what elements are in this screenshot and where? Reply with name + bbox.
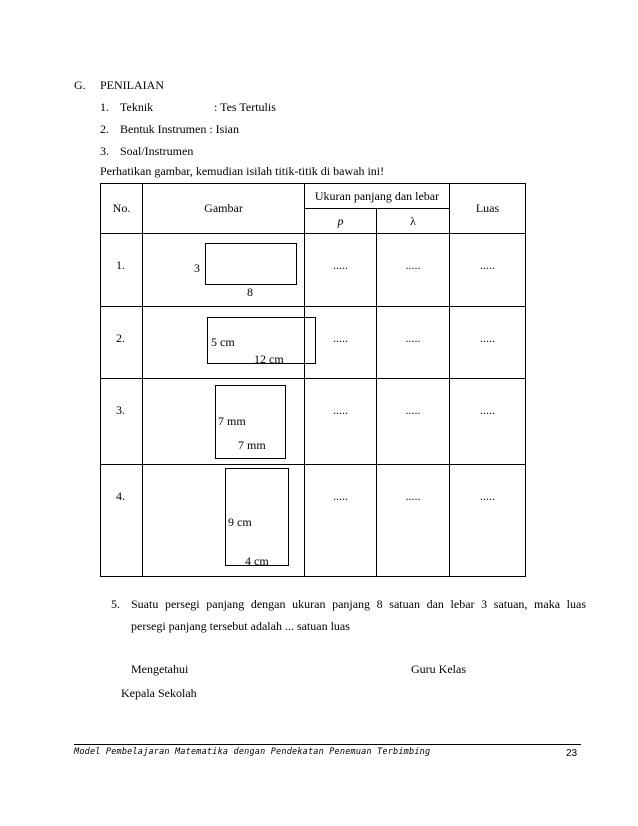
section-letter: G. — [74, 78, 86, 92]
page-number: 23 — [566, 748, 578, 759]
cell-p: ..... — [305, 307, 377, 379]
cell-luas: ..... — [450, 234, 526, 307]
figure-bottom-label: 8 — [247, 285, 253, 299]
cell-luas: ..... — [450, 465, 526, 577]
figure-side-label: 7 mm — [218, 414, 246, 428]
item-2-number: 2. — [100, 122, 109, 136]
item-1-number: 1. — [100, 100, 109, 114]
table-row — [101, 379, 526, 465]
item-3-label: Soal/Instrumen — [120, 144, 194, 158]
figure-bottom-label: 7 mm — [238, 438, 266, 452]
figure-cell — [143, 234, 305, 307]
row-number: 3. — [101, 379, 143, 465]
item-3-number: 3. — [100, 144, 109, 158]
cell-l: ..... — [377, 307, 450, 379]
signature-acknowledged: Mengetahui — [131, 662, 189, 676]
header-lambda: λ — [377, 209, 450, 234]
figure-side-label: 5 cm — [211, 335, 235, 349]
footer-divider — [74, 744, 581, 745]
figure-side-label: 3 — [194, 261, 200, 275]
row-number: 1. — [101, 234, 143, 307]
figure-side-label: 9 cm — [228, 515, 252, 529]
item-2-label: Bentuk Instrumen : Isian — [120, 122, 239, 136]
figure-cell — [143, 307, 305, 379]
signature-teacher: Guru Kelas — [411, 662, 466, 676]
rectangle-figure — [205, 243, 297, 285]
figure-cell — [143, 465, 305, 577]
row-number: 2. — [101, 307, 143, 379]
header-p: p — [305, 209, 377, 234]
row-number: 4. — [101, 465, 143, 577]
item-1-label: Teknik — [120, 100, 154, 114]
question-5-number: 5. — [111, 597, 120, 611]
cell-luas: ..... — [450, 379, 526, 465]
question-5-line-2: persegi panjang tersebut adalah ... satuan luas — [131, 619, 350, 633]
cell-l: ..... — [377, 379, 450, 465]
header-luas: Luas — [450, 184, 526, 234]
cell-p: ..... — [305, 465, 377, 577]
header-ukuran: Ukuran panjang dan lebar — [305, 184, 450, 209]
table-row — [101, 234, 526, 307]
cell-l: ..... — [377, 465, 450, 577]
cell-luas: ..... — [450, 307, 526, 379]
cell-p: ..... — [305, 234, 377, 307]
question-5-line-1: Suatu persegi panjang dengan ukuran panjang 8 satuan dan lebar 3 satuan, maka luas — [131, 597, 586, 611]
figure-cell — [143, 379, 305, 465]
header-gambar: Gambar — [143, 184, 305, 234]
assessment-table — [100, 183, 526, 577]
figure-bottom-label: 4 cm — [245, 554, 269, 568]
instruction-text: Perhatikan gambar, kemudian isilah titik-titik di bawah ini! — [100, 164, 385, 178]
signature-principal: Kepala Sekolah — [121, 686, 197, 700]
footer-title: Model Pembelajaran Matematika dengan Pendekatan Penemuan Terbimbing — [74, 747, 431, 757]
cell-p: ..... — [305, 379, 377, 465]
cell-l: ..... — [377, 234, 450, 307]
table-row — [101, 465, 526, 577]
table-row — [101, 307, 526, 379]
section-title: PENILAIAN — [100, 78, 164, 92]
item-1-value: : Tes Tertulis — [214, 100, 276, 114]
figure-bottom-label: 12 cm — [254, 352, 284, 366]
header-no: No. — [101, 184, 143, 234]
